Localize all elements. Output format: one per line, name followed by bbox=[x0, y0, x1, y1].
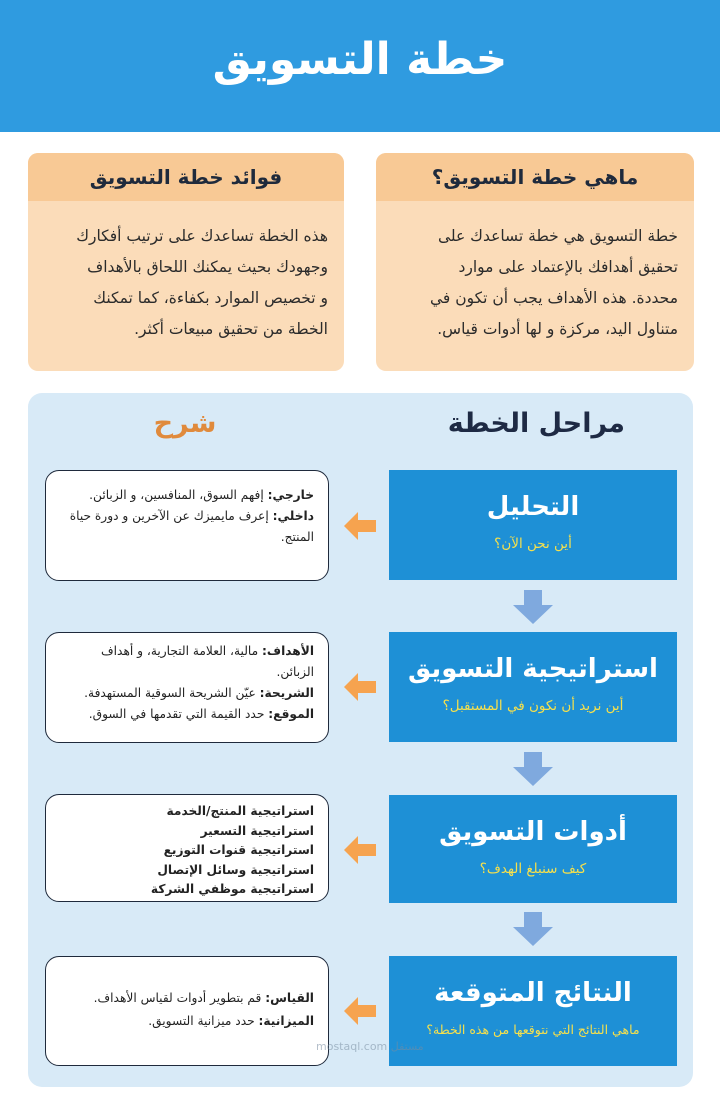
note-text: إفهم السوق، المنافسين، و الزبائن. bbox=[89, 488, 268, 502]
arrow-down-icon bbox=[513, 752, 553, 786]
note-label: الموقع: bbox=[268, 707, 314, 721]
explanation-heading: شرح bbox=[153, 408, 217, 439]
note-text: حدد ميزانية التسويق. bbox=[148, 1014, 259, 1028]
arrow-left-icon bbox=[344, 512, 376, 540]
stage-question: كيف سنبلغ الهدف؟ bbox=[479, 861, 587, 877]
note-line bbox=[56, 662, 314, 683]
stage-title: النتائج المتوقعة bbox=[434, 978, 632, 1008]
note-text: عيّن الشريحة السوقية المستهدفة. bbox=[84, 686, 260, 700]
note-list-item: استراتيجية وسائل الإتصال bbox=[157, 862, 314, 877]
note-analysis bbox=[45, 470, 329, 581]
card-what-line: خطة التسويق هي خطة تساعدك على bbox=[437, 227, 678, 245]
stage-question: أين نحن الآن؟ bbox=[494, 536, 572, 552]
note-line bbox=[56, 1010, 314, 1033]
stage-title: التحليل bbox=[486, 492, 580, 522]
arrow-down-icon bbox=[513, 912, 553, 946]
note-line bbox=[56, 987, 314, 1010]
stage-question: أين نريد أن نكون في المستقبل؟ bbox=[442, 698, 624, 714]
note-expected-results bbox=[45, 956, 329, 1066]
header-banner bbox=[0, 0, 720, 132]
card-what-text bbox=[376, 201, 694, 345]
page-title: خطة التسويق bbox=[212, 34, 508, 85]
note-text: المنتج. bbox=[280, 530, 314, 544]
card-benefits-line: وجهودك بحيث يمكنك اللحاق بالأهداف bbox=[87, 258, 328, 276]
arrow-left-icon bbox=[344, 997, 376, 1025]
note-label: خارجي: bbox=[267, 488, 314, 502]
note-line bbox=[56, 506, 314, 527]
note-label: القياس: bbox=[265, 991, 314, 1005]
note-text: قم بتطوير أدوات لقياس الأهداف. bbox=[93, 991, 266, 1005]
arrow-left-icon bbox=[344, 673, 376, 701]
note-label: داخلي: bbox=[272, 509, 314, 523]
note-marketing-tools bbox=[45, 794, 329, 902]
stage-marketing-strategy bbox=[389, 632, 677, 742]
watermark: مستقل mostaql.com bbox=[316, 1040, 424, 1053]
card-what-is-plan bbox=[376, 153, 694, 371]
arrow-left-icon bbox=[344, 836, 376, 864]
card-what-line: متناول اليد، مركزة و لها أدوات قياس. bbox=[437, 320, 678, 338]
note-label: الميزانية: bbox=[258, 1014, 314, 1028]
arrow-down-icon bbox=[513, 590, 553, 624]
stages-heading: مراحل الخطة bbox=[447, 408, 625, 439]
note-line bbox=[56, 641, 314, 662]
note-label: الشريحة: bbox=[259, 686, 314, 700]
stage-analysis bbox=[389, 470, 677, 580]
note-text: حدد القيمة التي تقدمها في السوق. bbox=[88, 707, 269, 721]
card-benefits-line: الخطة من تحقيق مبيعات أكثر. bbox=[134, 320, 328, 338]
card-what-line: محددة. هذه الأهداف يجب أن تكون في bbox=[429, 289, 678, 307]
note-line bbox=[56, 704, 314, 725]
note-marketing-strategy bbox=[45, 632, 329, 743]
card-benefits-title: فوائد خطة التسويق bbox=[28, 153, 344, 201]
note-text: إعرف مايميزك عن الآخرين و دورة حياة bbox=[69, 509, 273, 523]
note-list-item: استراتيجية المنتج/الخدمة bbox=[166, 804, 314, 818]
stage-title: أدوات التسويق bbox=[439, 817, 627, 847]
note-text: الزبائن. bbox=[276, 665, 314, 679]
note-line bbox=[56, 683, 314, 704]
note-line bbox=[56, 527, 314, 548]
stage-title: استراتيجية التسويق bbox=[408, 654, 658, 684]
card-benefits-line: و تخصيص الموارد بكفاءة، كما تمكنك bbox=[93, 289, 328, 307]
card-what-title: ماهي خطة التسويق؟ bbox=[376, 153, 694, 201]
card-what-line: تحقيق أهدافك بالإعتماد على موارد bbox=[458, 258, 678, 276]
note-text: مالية، العلامة التجارية، و أهداف bbox=[101, 644, 263, 658]
note-list-item: استراتيجية قنوات التوزيع bbox=[163, 843, 314, 857]
note-list-item: استراتيجية التسعير bbox=[200, 823, 314, 838]
stage-question: ماهي النتائج التي نتوقعها من هذه الخطة؟ bbox=[426, 1022, 640, 1037]
stage-marketing-tools bbox=[389, 795, 677, 903]
card-benefits-line: هذه الخطة تساعدك على ترتيب أفكارك bbox=[76, 227, 328, 245]
note-list-item: استراتيجية موظفي الشركة bbox=[150, 882, 314, 896]
card-benefits-text bbox=[28, 201, 344, 345]
note-label: الأهداف: bbox=[262, 644, 314, 658]
stage-expected-results bbox=[389, 956, 677, 1066]
note-line bbox=[56, 485, 314, 506]
card-benefits bbox=[28, 153, 344, 371]
